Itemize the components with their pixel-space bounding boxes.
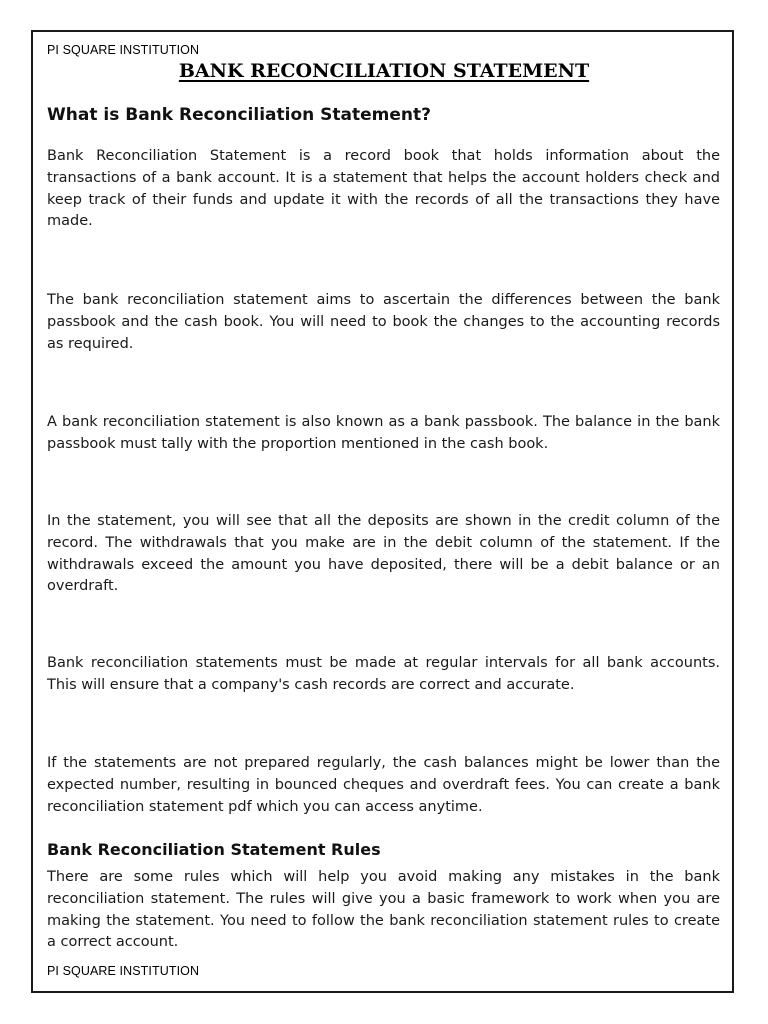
section-heading-rules: Bank Reconciliation Statement Rules [47, 840, 381, 859]
paragraph: If the statements are not prepared regularly, the cash balances might be lower than the expected number, resulting in bounced cheques and overdraft fees. You can create a bank reconciliation statement pdf which you can access anytime. [47, 755, 720, 815]
paragraph: There are some rules which will help you avoid making any mistakes in the bank reconciliation statement. The rules will give you a basic framework to work when you are making the statement. You need to follow the bank reconciliation statement rules to create a correct account. [47, 869, 720, 951]
paragraph: Bank Reconciliation Statement is a record book that holds information about the transactions of a bank account. It is a statement that helps the account holders check and keep track of their funds and update it with the records of all the transactions they have made. [47, 148, 720, 230]
header-institution-name: PI SQUARE INSTITUTION [47, 43, 200, 57]
paragraph: A bank reconciliation statement is also known as a bank passbook. The balance in the bank passbook must tally with the proportion mentioned in the cash book. [47, 414, 720, 452]
paragraph: In the statement, you will see that all the deposits are shown in the credit column of the record. The withdrawals that you make are in the debit column of the statement. If the withdrawals exceed the amount you have deposited, there will be a debit balance or an overdraft. [47, 513, 720, 595]
paragraph: The bank reconciliation statement aims to ascertain the differences between the bank passbook and the cash book. You will need to book the changes to the accounting records as required. [47, 292, 720, 352]
footer-institution-name: PI SQUARE INSTITUTION [47, 964, 200, 978]
section-heading-what-is: What is Bank Reconciliation Statement? [47, 105, 431, 125]
paragraph: Bank reconciliation statements must be made at regular intervals for all bank accounts. This will ensure that a company's cash records are correct and accurate. [47, 655, 720, 693]
page-title: BANK RECONCILIATION STATEMENT [178, 60, 590, 82]
